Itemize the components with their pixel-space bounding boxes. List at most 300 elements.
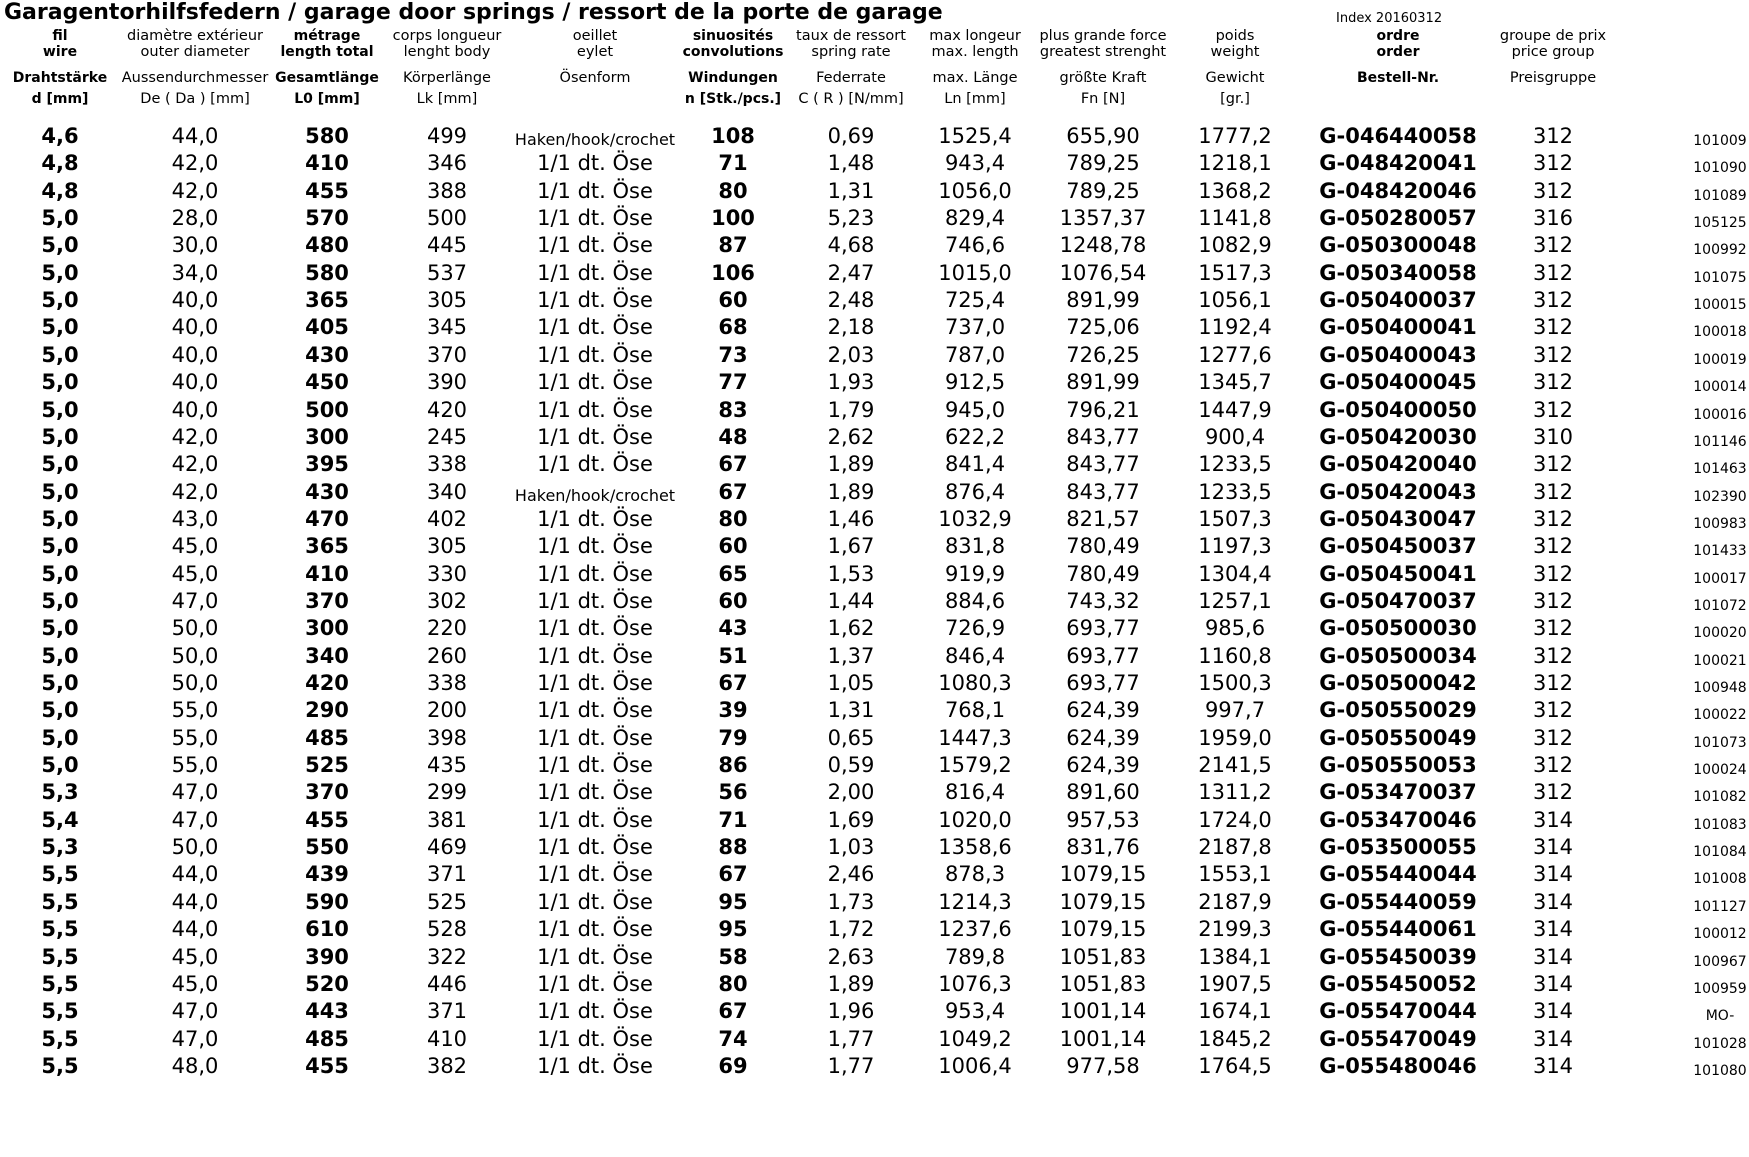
cell-ref: 101072 bbox=[1693, 597, 1747, 614]
cell-n: 71 bbox=[718, 151, 748, 176]
cell-c: 1,48 bbox=[827, 151, 875, 176]
cell-n: 58 bbox=[718, 944, 748, 969]
cell-ref: 100015 bbox=[1693, 297, 1747, 314]
cell-w: 1507,3 bbox=[1198, 506, 1272, 531]
cell-ref: 101084 bbox=[1693, 844, 1747, 861]
cell-ln: 831,8 bbox=[944, 534, 1006, 559]
cell-eye: Haken/hook/crochet bbox=[514, 485, 676, 505]
cell-lk: 420 bbox=[426, 397, 468, 422]
cell-fn: 1076,54 bbox=[1059, 260, 1147, 285]
cell-lk: 435 bbox=[426, 753, 468, 778]
cell-eye: 1/1 dt. Öse bbox=[537, 370, 653, 395]
cell-n: 68 bbox=[718, 315, 748, 340]
cell-fn: 743,32 bbox=[1066, 588, 1140, 613]
cell-ref: 101009 bbox=[1693, 133, 1747, 149]
header-l0-4: L0 [mm] bbox=[294, 91, 360, 107]
cell-order: G-050500034 bbox=[1319, 643, 1477, 668]
header-eye-1: oeillet bbox=[572, 28, 618, 44]
header-n-2: convolutions bbox=[682, 44, 784, 60]
cell-d: 5,4 bbox=[41, 807, 79, 832]
cell-ln: 1237,6 bbox=[938, 917, 1012, 942]
cell-order: G-050340058 bbox=[1319, 260, 1477, 285]
cell-ln: 1076,3 bbox=[938, 971, 1012, 996]
cell-ln: 878,3 bbox=[944, 862, 1006, 887]
cell-l0: 455 bbox=[305, 807, 349, 832]
header-de-2: outer diameter bbox=[140, 44, 250, 60]
cell-ln: 1525,4 bbox=[938, 124, 1012, 148]
cell-ref: 100024 bbox=[1693, 762, 1747, 779]
cell-pg: 312 bbox=[1532, 151, 1574, 176]
header-fn-1: plus grande force bbox=[1039, 28, 1167, 44]
cell-fn: 891,99 bbox=[1066, 288, 1140, 313]
cell-lk: 299 bbox=[426, 780, 468, 805]
cell-n: 106 bbox=[711, 260, 755, 285]
cell-d: 5,0 bbox=[41, 288, 79, 313]
cell-pg: 316 bbox=[1532, 206, 1574, 231]
cell-ref: 100022 bbox=[1693, 707, 1747, 724]
header-l0-2: length total bbox=[280, 44, 374, 60]
cell-c: 2,62 bbox=[827, 424, 875, 449]
cell-order: G-055470044 bbox=[1319, 999, 1477, 1024]
cell-ref: 101463 bbox=[1693, 461, 1747, 478]
cell-order: G-050420043 bbox=[1319, 479, 1477, 504]
cell-d: 5,0 bbox=[41, 671, 79, 695]
cell-d: 5,0 bbox=[41, 233, 79, 258]
header-w-3: Gewicht bbox=[1205, 70, 1265, 86]
cell-c: 2,48 bbox=[827, 288, 875, 313]
cell-ref: 100017 bbox=[1693, 570, 1747, 587]
cell-de: 45,0 bbox=[171, 561, 219, 586]
cell-de: 42,0 bbox=[171, 479, 219, 504]
cell-n: 48 bbox=[718, 424, 748, 449]
cell-order: G-050420040 bbox=[1319, 452, 1477, 477]
cell-w: 1304,4 bbox=[1198, 561, 1272, 586]
cell-l0: 570 bbox=[305, 206, 349, 231]
cell-fn: 624,39 bbox=[1066, 698, 1140, 723]
header-ln-2: max. length bbox=[931, 44, 1019, 60]
cell-lk: 245 bbox=[426, 424, 468, 449]
cell-ref: 101008 bbox=[1693, 871, 1747, 888]
cell-fn: 1248,78 bbox=[1059, 233, 1147, 258]
cell-fn: 1051,83 bbox=[1059, 971, 1147, 996]
header-pg-1: groupe de prix bbox=[1499, 28, 1607, 44]
cell-de: 47,0 bbox=[171, 780, 219, 805]
cell-order: G-050400043 bbox=[1319, 342, 1477, 367]
cell-l0: 525 bbox=[305, 753, 349, 778]
page-title: Garagentorhilfsfedern / garage door springs / ressort de la porte de garage bbox=[4, 0, 943, 25]
cell-n: 60 bbox=[718, 534, 748, 559]
cell-order: G-050400037 bbox=[1319, 288, 1477, 313]
cell-eye: 1/1 dt. Öse bbox=[537, 698, 653, 723]
cell-de: 45,0 bbox=[171, 534, 219, 559]
cell-ref: 101090 bbox=[1693, 160, 1747, 177]
cell-n: 88 bbox=[718, 835, 748, 860]
cell-eye: 1/1 dt. Öse bbox=[537, 917, 653, 942]
cell-d: 5,0 bbox=[41, 506, 79, 531]
cell-fn: 693,77 bbox=[1066, 616, 1140, 641]
cell-lk: 260 bbox=[426, 643, 468, 668]
cell-order: G-053470046 bbox=[1319, 807, 1477, 832]
cell-l0: 480 bbox=[305, 233, 349, 258]
cell-ln: 1056,0 bbox=[938, 178, 1012, 203]
cell-eye: 1/1 dt. Öse bbox=[537, 397, 653, 422]
cell-c: 1,77 bbox=[827, 1026, 875, 1051]
cell-order: G-050280057 bbox=[1319, 206, 1477, 231]
cell-lk: 388 bbox=[426, 178, 468, 203]
cell-lk: 445 bbox=[426, 233, 468, 258]
cell-lk: 302 bbox=[426, 588, 468, 613]
cell-c: 5,23 bbox=[827, 206, 875, 231]
cell-w: 1845,2 bbox=[1198, 1026, 1272, 1051]
cell-eye: 1/1 dt. Öse bbox=[537, 889, 653, 914]
cell-de: 55,0 bbox=[171, 725, 219, 750]
cell-l0: 610 bbox=[305, 917, 349, 942]
cell-ln: 725,4 bbox=[944, 288, 1006, 313]
cell-pg: 312 bbox=[1532, 124, 1574, 148]
cell-d: 5,0 bbox=[41, 479, 79, 504]
cell-c: 0,69 bbox=[827, 124, 875, 148]
cell-ref: 102390 bbox=[1693, 488, 1747, 505]
header-fn-2: greatest strenght bbox=[1039, 44, 1167, 60]
cell-order: G-053470037 bbox=[1319, 780, 1477, 805]
cell-w: 2141,5 bbox=[1198, 753, 1272, 778]
cell-d: 4,6 bbox=[41, 124, 79, 148]
cell-fn: 780,49 bbox=[1066, 561, 1140, 586]
cell-lk: 338 bbox=[426, 671, 468, 695]
cell-d: 5,0 bbox=[41, 206, 79, 231]
cell-pg: 314 bbox=[1532, 889, 1574, 914]
cell-fn: 891,99 bbox=[1066, 370, 1140, 395]
header-d-3: Drahtstärke bbox=[12, 70, 108, 86]
cell-order: G-050430047 bbox=[1319, 506, 1477, 531]
cell-d: 4,8 bbox=[41, 178, 79, 203]
cell-l0: 365 bbox=[305, 288, 349, 313]
cell-ref: 101075 bbox=[1693, 269, 1747, 286]
cell-order: G-055470049 bbox=[1319, 1026, 1477, 1051]
cell-w: 1777,2 bbox=[1198, 124, 1272, 148]
cell-lk: 469 bbox=[426, 835, 468, 860]
cell-de: 28,0 bbox=[171, 206, 219, 231]
cell-fn: 843,77 bbox=[1066, 424, 1140, 449]
cell-ref: 100992 bbox=[1693, 242, 1747, 259]
cell-w: 1192,4 bbox=[1198, 315, 1272, 340]
cell-ref: 100967 bbox=[1693, 953, 1747, 970]
cell-l0: 580 bbox=[305, 260, 349, 285]
cell-d: 5,0 bbox=[41, 698, 79, 723]
cell-pg: 314 bbox=[1532, 999, 1574, 1024]
cell-ref: 100014 bbox=[1693, 379, 1747, 396]
cell-eye: 1/1 dt. Öse bbox=[537, 151, 653, 176]
cell-c: 1,05 bbox=[827, 671, 875, 695]
cell-eye: 1/1 dt. Öse bbox=[537, 315, 653, 340]
cell-lk: 398 bbox=[426, 725, 468, 750]
cell-c: 1,79 bbox=[827, 397, 875, 422]
cell-pg: 312 bbox=[1532, 370, 1574, 395]
cell-eye: 1/1 dt. Öse bbox=[537, 1026, 653, 1051]
cell-d: 5,5 bbox=[41, 999, 79, 1024]
cell-de: 47,0 bbox=[171, 999, 219, 1024]
cell-c: 1,69 bbox=[827, 807, 875, 832]
cell-fn: 957,53 bbox=[1066, 807, 1140, 832]
cell-ln: 945,0 bbox=[944, 397, 1006, 422]
cell-fn: 693,77 bbox=[1066, 643, 1140, 668]
cell-l0: 395 bbox=[305, 452, 349, 477]
cell-order: G-055450039 bbox=[1319, 944, 1477, 969]
cell-lk: 200 bbox=[426, 698, 468, 723]
cell-ln: 943,4 bbox=[944, 151, 1006, 176]
cell-l0: 590 bbox=[305, 889, 349, 914]
cell-eye: 1/1 dt. Öse bbox=[537, 944, 653, 969]
header-lk-4: Lk [mm] bbox=[416, 91, 478, 107]
header-c-1: taux de ressort bbox=[796, 28, 906, 44]
cell-fn: 1079,15 bbox=[1059, 862, 1147, 887]
cell-eye: 1/1 dt. Öse bbox=[537, 342, 653, 367]
cell-ln: 829,4 bbox=[944, 206, 1006, 231]
cell-ln: 816,4 bbox=[944, 780, 1006, 805]
header-ln-4: Ln [mm] bbox=[944, 91, 1006, 107]
cell-l0: 580 bbox=[305, 124, 349, 148]
cell-lk: 390 bbox=[426, 370, 468, 395]
cell-c: 1,89 bbox=[827, 479, 875, 504]
cell-w: 1233,5 bbox=[1198, 479, 1272, 504]
cell-n: 77 bbox=[718, 370, 748, 395]
cell-eye: 1/1 dt. Öse bbox=[537, 616, 653, 641]
cell-ln: 841,4 bbox=[944, 452, 1006, 477]
cell-pg: 312 bbox=[1532, 753, 1574, 778]
cell-lk: 382 bbox=[426, 1053, 468, 1078]
cell-n: 95 bbox=[718, 889, 748, 914]
cell-de: 42,0 bbox=[171, 178, 219, 203]
cell-n: 83 bbox=[718, 397, 748, 422]
cell-lk: 528 bbox=[426, 917, 468, 942]
cell-d: 5,0 bbox=[41, 370, 79, 395]
cell-w: 1311,2 bbox=[1198, 780, 1272, 805]
cell-d: 5,0 bbox=[41, 725, 79, 750]
cell-lk: 371 bbox=[426, 862, 468, 887]
cell-eye: 1/1 dt. Öse bbox=[537, 971, 653, 996]
cell-l0: 443 bbox=[305, 999, 349, 1024]
cell-c: 0,65 bbox=[827, 725, 875, 750]
cell-ln: 737,0 bbox=[944, 315, 1006, 340]
cell-c: 4,68 bbox=[827, 233, 875, 258]
cell-d: 5,0 bbox=[41, 315, 79, 340]
cell-c: 1,53 bbox=[827, 561, 875, 586]
cell-d: 5,3 bbox=[41, 835, 79, 860]
cell-w: 1056,1 bbox=[1198, 288, 1272, 313]
cell-de: 40,0 bbox=[171, 342, 219, 367]
cell-l0: 485 bbox=[305, 1026, 349, 1051]
cell-w: 1553,1 bbox=[1198, 862, 1272, 887]
cell-d: 5,0 bbox=[41, 260, 79, 285]
cell-pg: 314 bbox=[1532, 944, 1574, 969]
cell-ref: 100948 bbox=[1693, 680, 1747, 696]
cell-d: 5,5 bbox=[41, 1053, 79, 1078]
cell-l0: 439 bbox=[305, 862, 349, 887]
cell-pg: 312 bbox=[1532, 233, 1574, 258]
cell-l0: 340 bbox=[305, 643, 349, 668]
cell-fn: 843,77 bbox=[1066, 452, 1140, 477]
header-ln-1: max longeur bbox=[929, 28, 1021, 44]
cell-pg: 312 bbox=[1532, 479, 1574, 504]
cell-ln: 787,0 bbox=[944, 342, 1006, 367]
cell-n: 67 bbox=[718, 999, 748, 1024]
cell-order: G-055440044 bbox=[1319, 862, 1477, 887]
cell-c: 1,96 bbox=[827, 999, 875, 1024]
cell-lk: 371 bbox=[426, 999, 468, 1024]
cell-lk: 381 bbox=[426, 807, 468, 832]
cell-lk: 370 bbox=[426, 342, 468, 367]
cell-lk: 338 bbox=[426, 452, 468, 477]
cell-pg: 312 bbox=[1532, 616, 1574, 641]
cell-ref: 101127 bbox=[1693, 898, 1747, 915]
header-de-4: De ( Da ) [mm] bbox=[140, 91, 250, 107]
cell-pg: 312 bbox=[1532, 588, 1574, 613]
cell-eye: 1/1 dt. Öse bbox=[537, 561, 653, 586]
cell-pg: 310 bbox=[1532, 424, 1574, 449]
header-fn-3: größte Kraft bbox=[1059, 70, 1147, 86]
cell-ref: MO- bbox=[1705, 1008, 1735, 1025]
cell-order: G-050550049 bbox=[1319, 725, 1477, 750]
cell-lk: 537 bbox=[426, 260, 468, 285]
cell-order: G-050400041 bbox=[1319, 315, 1477, 340]
cell-n: 67 bbox=[718, 862, 748, 887]
cell-c: 1,31 bbox=[827, 698, 875, 723]
header-lk-2: lenght body bbox=[403, 44, 491, 60]
cell-order: G-050450041 bbox=[1319, 561, 1477, 586]
cell-eye: 1/1 dt. Öse bbox=[537, 835, 653, 860]
cell-ln: 953,4 bbox=[944, 999, 1006, 1024]
cell-order: G-046440058 bbox=[1319, 124, 1477, 148]
cell-de: 30,0 bbox=[171, 233, 219, 258]
cell-de: 45,0 bbox=[171, 971, 219, 996]
cell-ref: 100012 bbox=[1693, 926, 1747, 943]
header-c-3: Federrate bbox=[816, 70, 886, 86]
cell-l0: 300 bbox=[305, 424, 349, 449]
cell-w: 1517,3 bbox=[1198, 260, 1272, 285]
cell-pg: 312 bbox=[1532, 698, 1574, 723]
cell-w: 2199,3 bbox=[1198, 917, 1272, 942]
cell-order: G-048420046 bbox=[1319, 178, 1477, 203]
cell-lk: 305 bbox=[426, 288, 468, 313]
cell-ref: 101073 bbox=[1693, 734, 1747, 751]
cell-ln: 1006,4 bbox=[938, 1053, 1012, 1078]
cell-fn: 1079,15 bbox=[1059, 917, 1147, 942]
cell-ref: 101146 bbox=[1693, 433, 1747, 450]
cell-lk: 345 bbox=[426, 315, 468, 340]
cell-lk: 446 bbox=[426, 971, 468, 996]
cell-fn: 1357,37 bbox=[1059, 206, 1147, 231]
cell-n: 80 bbox=[718, 178, 748, 203]
cell-order: G-050420030 bbox=[1319, 424, 1477, 449]
cell-de: 42,0 bbox=[171, 151, 219, 176]
header-w-1: poids bbox=[1215, 28, 1255, 44]
cell-order: G-050500030 bbox=[1319, 616, 1477, 641]
cell-eye: 1/1 dt. Öse bbox=[537, 452, 653, 477]
header-fn-4: Fn [N] bbox=[1080, 91, 1126, 107]
cell-w: 1218,1 bbox=[1198, 151, 1272, 176]
cell-c: 1,93 bbox=[827, 370, 875, 395]
cell-ref: 100018 bbox=[1693, 324, 1747, 341]
header-d-4: d [mm] bbox=[31, 91, 89, 107]
cell-eye: 1/1 dt. Öse bbox=[537, 506, 653, 531]
cell-fn: 831,76 bbox=[1066, 835, 1140, 860]
cell-ln: 1447,3 bbox=[938, 725, 1012, 750]
cell-eye: 1/1 dt. Öse bbox=[537, 206, 653, 231]
cell-d: 5,0 bbox=[41, 616, 79, 641]
cell-n: 108 bbox=[711, 124, 755, 148]
cell-order: G-050400045 bbox=[1319, 370, 1477, 395]
cell-lk: 346 bbox=[426, 151, 468, 176]
cell-fn: 977,58 bbox=[1066, 1053, 1140, 1078]
cell-de: 55,0 bbox=[171, 753, 219, 778]
cell-de: 50,0 bbox=[171, 643, 219, 668]
cell-ref: 101028 bbox=[1693, 1035, 1747, 1052]
cell-w: 1724,0 bbox=[1198, 807, 1272, 832]
cell-ln: 789,8 bbox=[944, 944, 1006, 969]
cell-de: 50,0 bbox=[171, 671, 219, 695]
header-l0-1: métrage bbox=[293, 28, 361, 44]
cell-l0: 470 bbox=[305, 506, 349, 531]
cell-w: 1277,6 bbox=[1198, 342, 1272, 367]
cell-c: 1,31 bbox=[827, 178, 875, 203]
cell-eye: 1/1 dt. Öse bbox=[537, 424, 653, 449]
index-label: Index 20160312 bbox=[1336, 11, 1443, 26]
cell-l0: 450 bbox=[305, 370, 349, 395]
cell-de: 47,0 bbox=[171, 588, 219, 613]
cell-l0: 290 bbox=[305, 698, 349, 723]
cell-fn: 789,25 bbox=[1066, 151, 1140, 176]
cell-pg: 312 bbox=[1532, 561, 1574, 586]
cell-de: 55,0 bbox=[171, 698, 219, 723]
cell-ln: 912,5 bbox=[944, 370, 1006, 395]
cell-fn: 655,90 bbox=[1066, 124, 1140, 148]
cell-w: 1447,9 bbox=[1198, 397, 1272, 422]
cell-pg: 312 bbox=[1532, 780, 1574, 805]
cell-pg: 314 bbox=[1532, 1026, 1574, 1051]
cell-ref: 101080 bbox=[1693, 1062, 1747, 1079]
cell-l0: 370 bbox=[305, 588, 349, 613]
cell-n: 56 bbox=[718, 780, 748, 805]
cell-l0: 485 bbox=[305, 725, 349, 750]
cell-eye: 1/1 dt. Öse bbox=[537, 780, 653, 805]
cell-c: 1,89 bbox=[827, 452, 875, 477]
header-d-2: wire bbox=[42, 44, 78, 60]
cell-pg: 312 bbox=[1532, 288, 1574, 313]
cell-n: 100 bbox=[711, 206, 755, 231]
cell-lk: 402 bbox=[426, 506, 468, 531]
cell-lk: 330 bbox=[426, 561, 468, 586]
cell-c: 2,63 bbox=[827, 944, 875, 969]
cell-ln: 746,6 bbox=[944, 233, 1006, 258]
cell-de: 44,0 bbox=[171, 124, 219, 148]
cell-eye: 1/1 dt. Öse bbox=[537, 288, 653, 313]
header-ln-3: max. Länge bbox=[932, 70, 1018, 86]
cell-c: 2,46 bbox=[827, 862, 875, 887]
cell-lk: 500 bbox=[426, 206, 468, 231]
cell-de: 45,0 bbox=[171, 944, 219, 969]
cell-n: 67 bbox=[718, 671, 748, 695]
cell-fn: 796,21 bbox=[1066, 397, 1140, 422]
cell-ln: 726,9 bbox=[944, 616, 1006, 641]
cell-lk: 410 bbox=[426, 1026, 468, 1051]
cell-n: 79 bbox=[718, 725, 748, 750]
cell-ref: 100019 bbox=[1693, 351, 1747, 368]
cell-d: 5,5 bbox=[41, 862, 79, 887]
header-n-3: Windungen bbox=[688, 70, 778, 86]
cell-w: 1674,1 bbox=[1198, 999, 1272, 1024]
cell-n: 80 bbox=[718, 971, 748, 996]
cell-ln: 1080,3 bbox=[938, 671, 1012, 695]
